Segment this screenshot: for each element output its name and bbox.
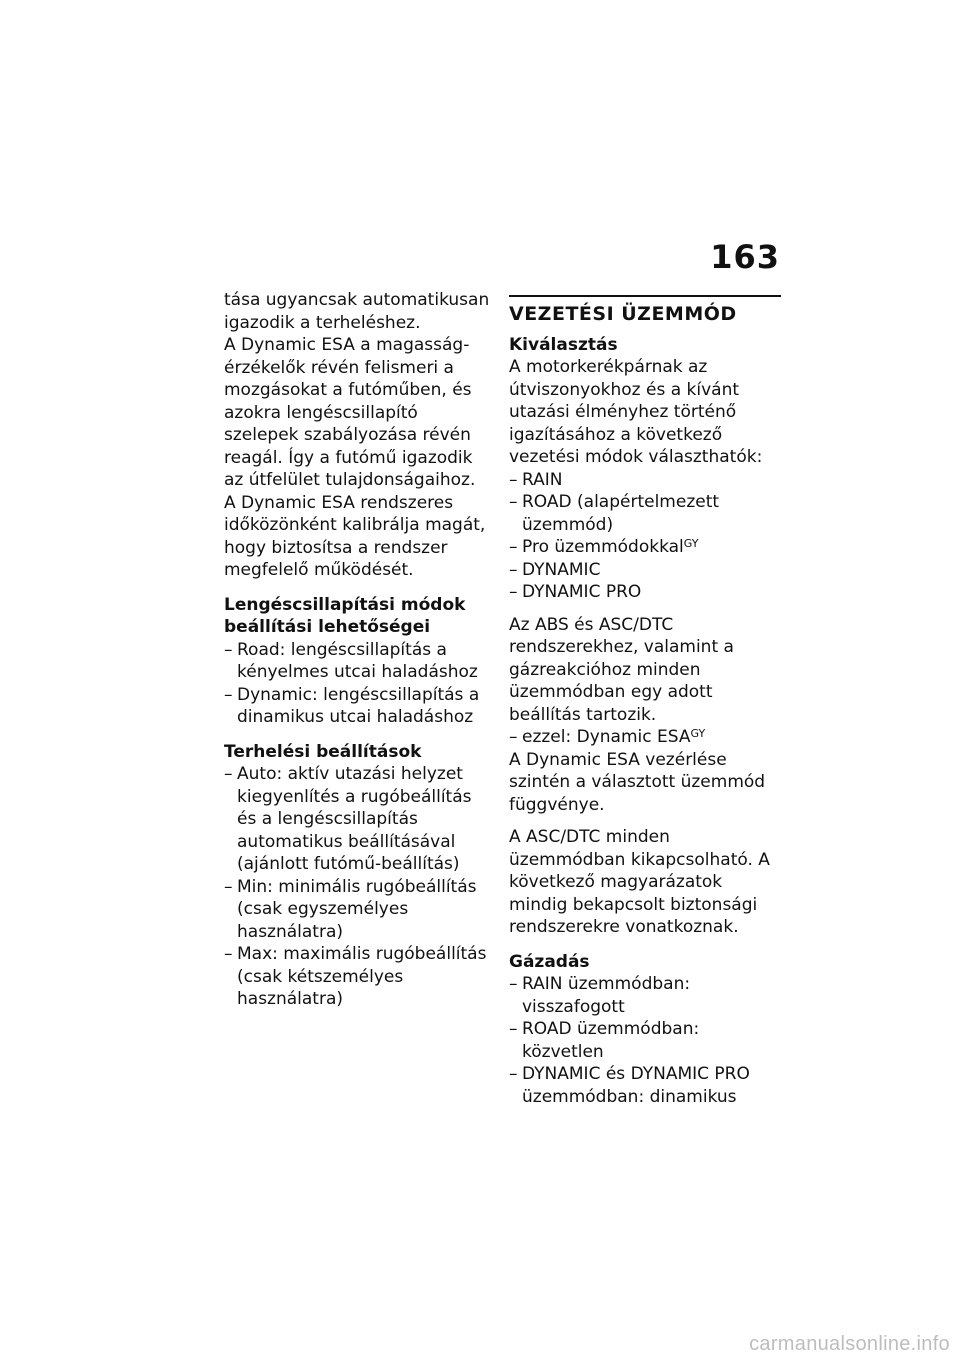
- watermark: carmanualsonline.info: [749, 1333, 950, 1355]
- abs-text: Az ABS és ASC/DTC rendszerekhez, valamint a gázreakcióhoz minden üzemmódban egy adott beállítás tartozik.: [509, 614, 734, 725]
- page-number: 163: [710, 238, 780, 276]
- damping-heading: Lengéscsillapítási módok beállítási lehetőségei: [224, 594, 466, 637]
- section-title: VEZETÉSI ÜZEMMÓD: [509, 303, 737, 325]
- list-item: – RAIN: [509, 469, 563, 490]
- selection-text: A motorkerékpárnak az útviszonyokhoz és a kívánt utazási élményhez történő igazításához a következő vezetési módok választhatók:: [509, 357, 763, 467]
- list-item: – Road: lengéscsillapítás a kényelmes utcai haladáshoz: [224, 639, 478, 682]
- intro-paragraph: tása ugyancsak automatikusan igazodik a terheléshez.: [224, 290, 490, 333]
- load-heading: Terhelési beállítások: [224, 741, 422, 762]
- superscript-gy: GY: [683, 537, 699, 550]
- list-item: – ROAD (alapértelmezett üzemmód): [509, 492, 720, 535]
- list-item: – DYNAMIC és DYNAMIC PRO üzemmódban: dinamikus: [509, 1064, 750, 1107]
- list-item: – Pro üzemmódokkal$^{GY}$: [509, 537, 699, 557]
- right-column: [509, 289, 781, 1108]
- list-item: – ROAD üzemmódban: közvetlen: [509, 1019, 700, 1062]
- list-item: – DYNAMIC PRO: [509, 582, 642, 602]
- section-rule: [509, 295, 781, 297]
- selection-heading: Kiválasztás: [509, 334, 618, 355]
- list-item: – ezzel: Dynamic $ESA^{GY}$: [509, 727, 706, 747]
- list-item: – RAIN üzemmódban: visszafogott: [509, 974, 691, 1017]
- list-item: – Max: maximális rugóbeállítás (csak kétszemélyes használatra): [224, 944, 487, 1009]
- esa-text: A Dynamic ESA vezérlése szintén a választott üzemmód függvénye.: [509, 749, 766, 815]
- list-item: – Dynamic: lengéscsillapítás a dinamikus utcai haladáshoz: [224, 684, 480, 727]
- list-item: – Auto: aktív utazási helyzet kiegyenlítés a rugóbeállítás és a lengéscsillapítás automatikus beállításával (ajánlott futómű-beállítás): [224, 764, 472, 874]
- asc-text: A ASC/DTC minden üzemmódban kikapcsolható. A következő magyarázatok mindig bekapcsolt biztonsági rendszerekre vonatkoznak.: [509, 827, 770, 937]
- superscript-gy: GY: [690, 727, 706, 740]
- left-column: [224, 289, 490, 1011]
- intro-paragraph: A Dynamic ESA a magasság-érzékelők révén felismeri a mozgásokat a futóműben, és azokra lengéscsillapító szelepek szabályozása révén reagál. Így a futómű igazodik az útfelület tulajdonságaihoz.: [224, 335, 476, 490]
- throttle-heading: Gázadás: [509, 951, 590, 972]
- intro-paragraph: A Dynamic ESA rendszeres időközönként kalibrálja magát, hogy biztosítsa a rendszer megfelelő működését.: [224, 492, 486, 580]
- list-item: – DYNAMIC: [509, 559, 601, 580]
- list-item: – Min: minimális rugóbeállítás (csak egyszemélyes használatra): [224, 876, 477, 942]
